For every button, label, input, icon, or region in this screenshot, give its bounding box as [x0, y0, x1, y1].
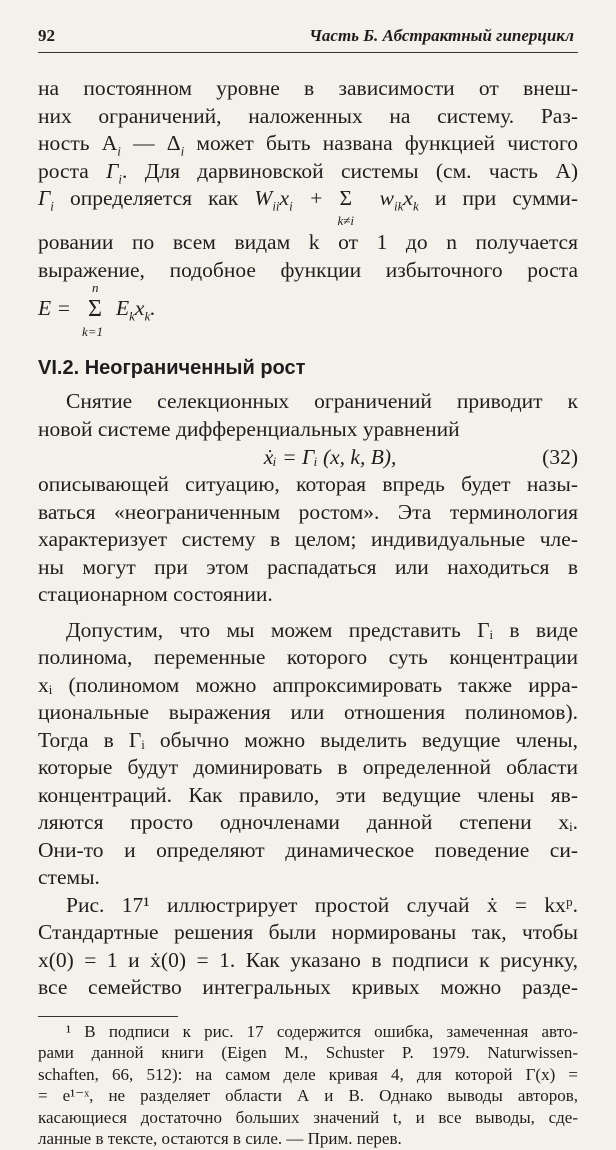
text-line: циональные выражения или отношения полиномов). [38, 700, 578, 724]
text-line: них ограничений, наложенных на систему. Раз- [38, 103, 578, 128]
text-line: ность $A_i$ — $\Delta_i$ может быть названа функцией чистого [38, 131, 579, 159]
text-line: на постоянном уровне в зависимости от внеш- [38, 76, 578, 100]
paragraph-3 [38, 617, 578, 892]
text-line: новой системе дифференциальных уравнений [38, 416, 460, 441]
paragraph-1 [38, 75, 578, 344]
text-line: стационарном состоянии. [38, 582, 273, 606]
text-line: которые будут доминировать в определенной области [38, 755, 578, 779]
footnote-line: рами данной книги (Eigen M., Schuster P. 1979. Naturwissen- [38, 1043, 578, 1062]
footnote-line: касающиеся достаточно больших значений t, и все выводы, сде- [38, 1107, 578, 1127]
equation-number: (32) [542, 445, 578, 469]
paragraph-4 [38, 892, 578, 1002]
text-line: стемы. [38, 865, 100, 889]
footnote-line: schaften, 66, 512): на самом деле кривая 4, для которой Γ(x) = [38, 1064, 578, 1084]
formula-excess-growth: E = Σ n k=1 $E_kx_k$. [38, 280, 156, 339]
text-line: роста $\Gamma_i$. Для дарвиновской системы (см. часть А) [38, 158, 579, 186]
page [38, 26, 578, 1150]
text-line: концентраций. Как правило, эти ведущие члены яв- [38, 782, 578, 807]
equation-text: ẋᵢ = Γᵢ (x, k, B), [263, 445, 397, 469]
text-line: Рис. 17¹ иллюстрирует простой случай ẋ = kxᵖ. [66, 892, 578, 917]
text-line: $\Gamma_i$ определяется как $W_{ii}x_i + \Sigma$ k≠i $w_{ik}x_k$ и при сумми- [38, 186, 579, 228]
text-line: ровании по всем видам k от 1 до n получается [38, 230, 578, 254]
text-line: ны могут при этом распадаться или находиться в [38, 554, 578, 579]
text-line: xᵢ (полиномом можно аппроксимировать также ирра- [38, 672, 578, 697]
paragraph-2 [38, 388, 578, 609]
footnote-line: = e¹⁻ˣ, не разделяет области А и В. Однако выводы авторов, [38, 1086, 578, 1105]
text-line: ваться «неограниченным ростом». Эта терминология [38, 499, 578, 524]
text-line: Допустим, что мы можем представить Γᵢ в виде [66, 617, 578, 642]
footnote [38, 1021, 578, 1150]
text-line: Они-то и определяют динамическое поведение си- [38, 837, 578, 862]
footnote-separator [38, 1016, 178, 1017]
text-line: Тогда в Γᵢ обычно можно выделить ведущие члены, [38, 727, 578, 752]
section-heading: VI.2. Неограниченный рост [38, 357, 306, 379]
equation-32 [38, 443, 578, 471]
text-line: все семейство интегральных кривых можно разде- [38, 975, 578, 999]
text-line: Стандартные решения были нормированы так, чтобы [38, 920, 578, 944]
text-line: Снятие селекционных ограничений приводит к [66, 389, 578, 413]
text-line: ляются просто одночленами данной степени xᵢ. [38, 810, 578, 834]
running-title: Часть Б. Абстрактный гиперцикл [309, 26, 574, 45]
text-line: характеризует систему в целом; индивидуальные чле- [38, 527, 578, 551]
text-line: выражение, подобное функции избыточного роста [38, 257, 578, 282]
page-number: 92 [38, 26, 55, 45]
text-line: x(0) = 1 и ẋ(0) = 1. Как указано в подписи к рисунку, [38, 947, 578, 972]
page-header [38, 26, 578, 53]
footnote-line: ланные в тексте, остаются в силе. — Прим. перев. [38, 1129, 402, 1148]
text-line: полинома, переменные которого суть концентрации [38, 645, 578, 669]
footnote-line: ¹ В подписи к рис. 17 содержится ошибка, замеченная авто- [66, 1021, 578, 1041]
text-line: описывающей ситуацию, которая впредь будет назы- [38, 472, 578, 496]
